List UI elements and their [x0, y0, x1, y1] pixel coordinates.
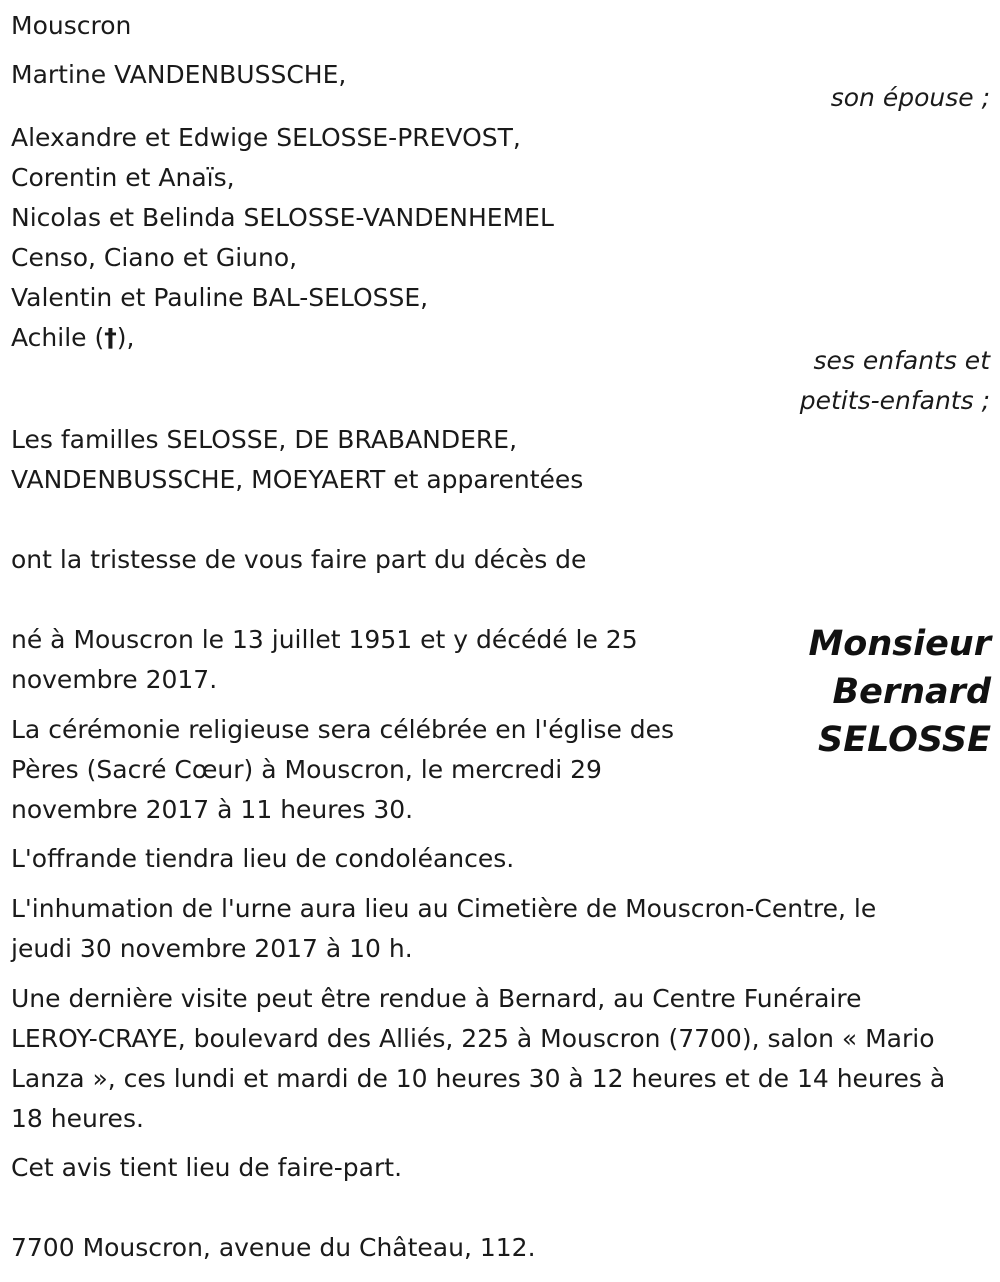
- burial-info: [11, 889, 876, 969]
- achile-suffix: ),: [116, 323, 135, 352]
- child-line-achile: [11, 318, 554, 358]
- children-role-line: petits-enfants ;: [799, 386, 990, 415]
- families: [11, 420, 583, 500]
- ceremony-line: novembre 2017 à 11 heures 30.: [11, 795, 414, 824]
- spouse-role: son épouse ;: [830, 83, 990, 112]
- child-line: Censo, Ciano et Giuno,: [11, 243, 298, 272]
- child-line: Alexandre et Edwige SELOSSE-PREVOST,: [11, 123, 521, 152]
- child-line: Nicolas et Belinda SELOSSE-VANDENHEMEL: [11, 203, 554, 232]
- families-line: VANDENBUSSCHE, MOEYAERT et apparentées: [11, 465, 584, 494]
- visit-line: Une dernière visite peut être rendue à Bernard, au Centre Funéraire: [11, 984, 862, 1013]
- birth-line: né à Mouscron le 13 juillet 1951 et y décédé le 25: [11, 625, 638, 654]
- burial-line: jeudi 30 novembre 2017 à 10 h.: [11, 934, 413, 963]
- deceased-last-name: SELOSSE: [817, 720, 991, 760]
- visit-line: LEROY-CRAYE, boulevard des Alliés, 225 à Mouscron (7700), salon « Mario: [11, 1024, 935, 1053]
- burial-line: L'inhumation de l'urne aura lieu au Cimetière de Mouscron-Centre, le: [11, 894, 877, 923]
- visit-info: [11, 979, 945, 1139]
- visit-line: 18 heures.: [11, 1104, 144, 1133]
- deceased-first-name: Bernard: [832, 672, 991, 712]
- place-heading: Mouscron: [11, 11, 132, 40]
- deceased-title: Monsieur: [808, 624, 991, 664]
- deceased-name: [808, 620, 991, 764]
- visit-line: Lanza », ces lundi et mardi de 10 heures 30 à 12 heures et de 14 heures à: [11, 1064, 946, 1093]
- ceremony-line: La cérémonie religieuse sera célébrée en l'église des: [11, 715, 675, 744]
- spouse-name: Martine VANDENBUSSCHE,: [11, 60, 347, 89]
- offering-info: L'offrande tiendra lieu de condoléances.: [11, 844, 515, 873]
- ceremony-info: [11, 710, 674, 830]
- families-line: Les familles SELOSSE, DE BRABANDERE,: [11, 425, 518, 454]
- notice: Cet avis tient lieu de faire-part.: [11, 1153, 403, 1182]
- children-role-line: ses enfants et: [813, 346, 990, 375]
- ceremony-line: Pères (Sacré Cœur) à Mouscron, le mercredi 29: [11, 755, 602, 784]
- birth-info: [11, 620, 638, 700]
- child-line: Corentin et Anaïs,: [11, 163, 235, 192]
- cross-icon: †: [104, 323, 117, 352]
- child-line: Valentin et Pauline BAL-SELOSSE,: [11, 283, 429, 312]
- birth-line: novembre 2017.: [11, 665, 218, 694]
- children-list: [11, 118, 554, 358]
- address: 7700 Mouscron, avenue du Château, 112.: [11, 1233, 536, 1262]
- children-role: [800, 341, 990, 421]
- achile-name: Achile (: [11, 323, 105, 352]
- announcement: ont la tristesse de vous faire part du décès de: [11, 545, 587, 574]
